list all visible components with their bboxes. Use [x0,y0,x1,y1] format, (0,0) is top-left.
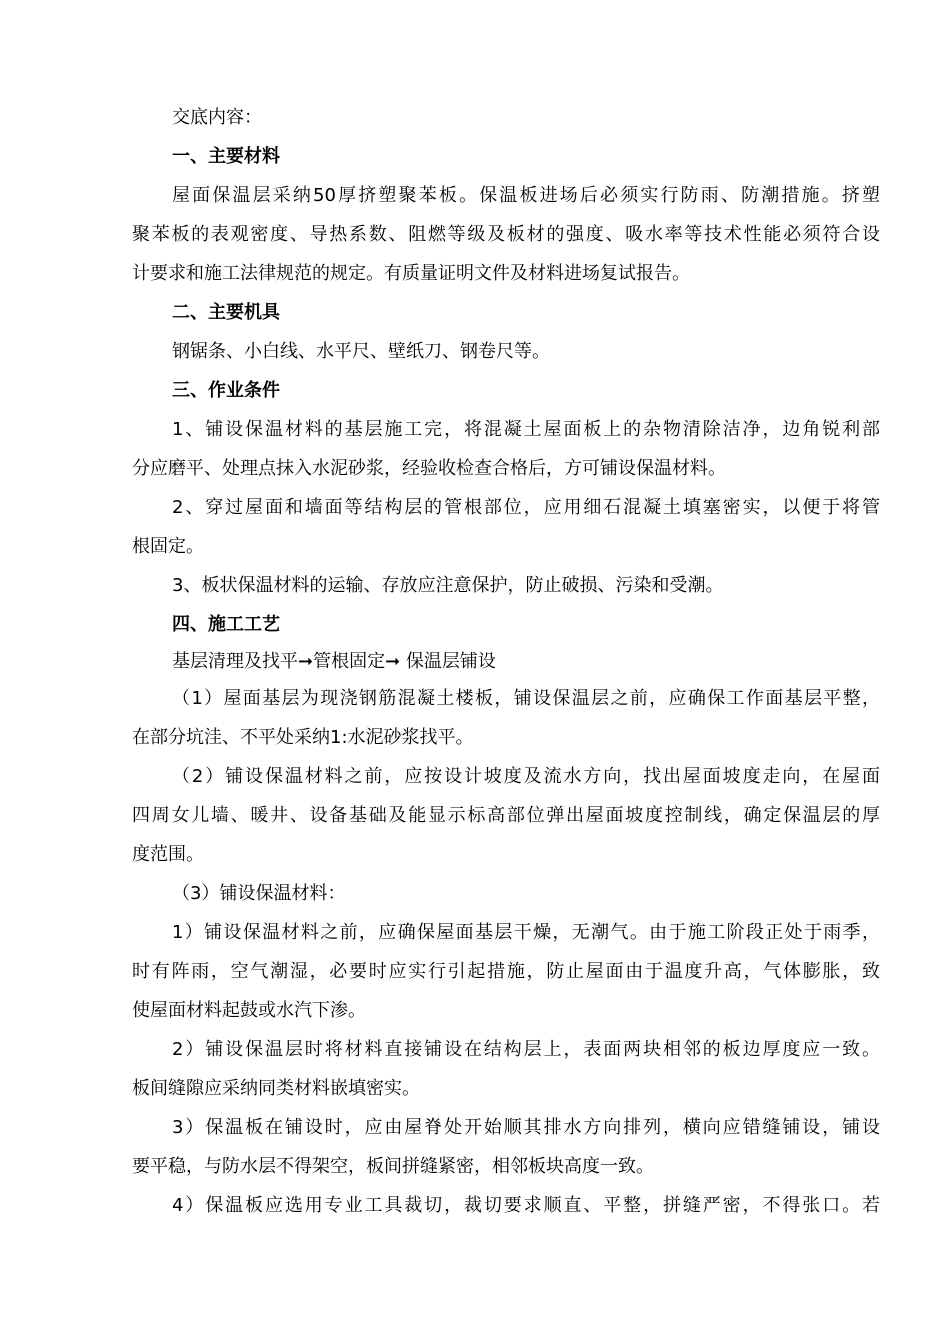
section-heading-conditions: 三、作业条件 [172,380,280,401]
paragraph-line: 要平稳，与防水层不得架空，板间拼缝紧密，相邻板块高度一致。 [132,1156,654,1177]
process-flow-line: 基层清理及找平➞管根固定➞ 保温层铺设 [172,651,496,672]
paragraph-line: 计要求和施工法律规范的规定。有质量证明文件及材料进场复试报告。 [132,263,690,284]
paragraph-line: 聚苯板的表观密度、导热系数、阻燃等级及板材的强度、吸水率等技术性能必须符合设 [132,224,880,245]
paragraph-line: 屋面保温层采纳50厚挤塑聚苯板。保温板进场后必须实行防雨、防潮措施。挤塑 [172,185,880,206]
section-heading-process: 四、施工工艺 [172,614,280,635]
paragraph-line: 根固定。 [132,536,204,557]
paragraph-line: 度范围。 [132,844,204,865]
paragraph-line: 1）铺设保温材料之前，应确保屋面基层干燥，无潮气。由于施工阶段正处于雨季， [172,922,880,943]
section-heading-materials: 一、主要材料 [172,146,280,167]
paragraph-line: （2）铺设保温材料之前，应按设计坡度及流水方向，找出屋面坡度走向，在屋面 [172,766,880,787]
paragraph-line: （3）铺设保温材料： [172,883,346,904]
paragraph-line: 3）保温板在铺设时，应由屋脊处开始顺其排水方向排列，横向应错缝铺设，铺设 [172,1117,880,1138]
intro-label: 交底内容： [172,107,262,128]
paragraph-line: 在部分坑洼、不平处采纳1:水泥砂浆找平。 [132,727,474,748]
paragraph-line: 4）保温板应选用专业工具裁切，裁切要求顺直、平整，拼缝严密，不得张口。若 [172,1195,880,1216]
paragraph-line: 分应磨平、处理点抹入水泥砂浆，经验收检查合格后，方可铺设保温材料。 [132,458,726,479]
paragraph-line: 2）铺设保温层时将材料直接铺设在结构层上，表面两块相邻的板边厚度应一致。 [172,1039,880,1060]
paragraph-line: （1）屋面基层为现浇钢筋混凝土楼板，铺设保温层之前，应确保工作面基层平整， [172,688,880,709]
paragraph-line: 使屋面材料起鼓或水汽下渗。 [132,1000,366,1021]
paragraph-line: 1、铺设保温材料的基层施工完，将混凝土屋面板上的杂物清除洁净，边角锐利部 [172,419,880,440]
paragraph-line: 时有阵雨，空气潮湿，必要时应实行引起措施，防止屋面由于温度升高，气体膨胀，致 [132,961,880,982]
paragraph-line: 钢锯条、小白线、水平尺、壁纸刀、钢卷尺等。 [172,341,550,362]
section-heading-tools: 二、主要机具 [172,302,280,323]
paragraph-line: 四周女儿墙、暖井、设备基础及能显示标高部位弹出屋面坡度控制线，确定保温层的厚 [132,805,880,826]
paragraph-line: 3、板状保温材料的运输、存放应注意保护，防止破损、污染和受潮。 [172,575,724,596]
paragraph-line: 板间缝隙应采纳同类材料嵌填密实。 [132,1078,420,1099]
paragraph-line: 2、穿过屋面和墙面等结构层的管根部位，应用细石混凝土填塞密实，以便于将管 [172,497,880,518]
